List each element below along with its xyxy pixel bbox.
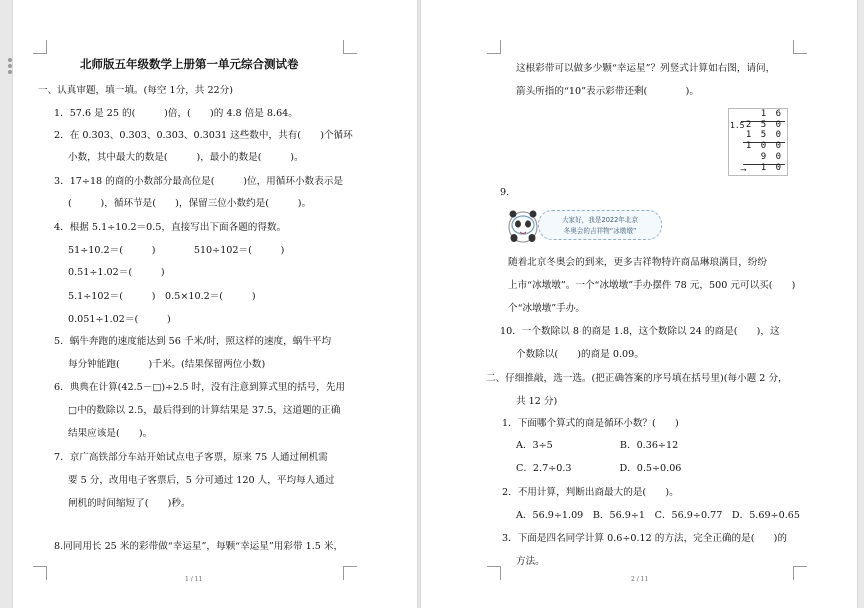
page-number: 2 / 11	[631, 576, 649, 583]
question-line: 1．57.6 是 25 的( )倍，( )的 4.8 倍是 8.64。	[54, 108, 298, 119]
crop-mark	[33, 40, 47, 54]
question-line: 随着北京冬奥会的到来，更多吉祥物特许商品琳琅满目，纷纷	[508, 257, 768, 268]
mascot-icon	[506, 208, 540, 244]
division-step: 9 0	[760, 152, 783, 162]
question-line: 这根彩带可以做多少颗“幸运星”？列竖式计算如右图，请问，	[516, 63, 776, 74]
choice-line: C．2.7÷0.3 D．0.5÷0.06	[516, 463, 682, 474]
division-remainder: 1 0	[760, 163, 783, 173]
mascot-speech-bubble	[538, 210, 662, 240]
section-heading: 二、仔细推敲，选一选。(把正确答案的序号填在括号里)(每小题 2 分，	[486, 373, 788, 384]
question-line: 2．在 0.303、0.303、0.303、0.3031 这些数中，共有( )个循环	[54, 130, 353, 141]
question-line: 箭头所指的“10”表示彩带还剩( )。	[516, 86, 700, 97]
long-division-figure	[728, 108, 788, 176]
question-line: 0.51÷1.02＝( )	[68, 267, 165, 278]
bubble-text: 大家好，我是2022年北京	[561, 216, 639, 224]
crop-mark	[793, 566, 807, 580]
crop-mark	[33, 566, 47, 580]
choice-line: A．56.9÷1.09 B．56.9÷1 C．56.9÷0.77 D．5.69÷0.65	[516, 510, 800, 521]
bubble-text: 冬奥会的吉祥物“冰墩墩”	[563, 227, 637, 235]
question-line: 51÷10.2＝( ) 510÷102＝( )	[68, 245, 285, 256]
crop-mark	[343, 566, 357, 580]
question-line: 闸机的时间缩短了( )秒。	[68, 498, 191, 509]
question-line: 0.051÷1.02＝( )	[68, 314, 171, 325]
section-heading: 共 12 分)	[516, 396, 558, 407]
question-line: 每分钟能跑( )千米。(结果保留两位小数)	[68, 359, 266, 370]
division-step: 1 0 0	[745, 141, 783, 151]
question-line: 5．蜗牛奔跑的速度能达到 56 千米/时，照这样的速度，蜗牛平均	[54, 336, 332, 347]
crop-mark	[793, 40, 807, 54]
question-line: 上市“冰墩墩”。一个“冰墩墩”手办摆件 78 元，500 元可以买( )	[508, 280, 796, 291]
question-line: 个数除以( )的商是 0.09。	[516, 349, 644, 360]
question-line: 要 5 分，改用电子客票后，5 分可通过 120 人，平均每人通过	[68, 475, 335, 486]
question-line: 4．根据 5.1÷10.2＝0.5，直接写出下面各题的得数。	[54, 222, 287, 233]
question-line: 个“冰墩墩”手办。	[508, 303, 585, 314]
question-line: 结果应该是( )。	[68, 428, 153, 439]
division-quotient: 1 6	[760, 109, 783, 119]
question-line: 小数，其中最大的数是( )，最小的数是( )。	[68, 152, 304, 163]
question-line: 1．下面哪个算式的商是循环小数？( )	[502, 418, 679, 429]
page-number: 1 / 11	[185, 576, 203, 583]
question-line: 3．17÷18 的商的小数部分最高位是( )位，用循环小数表示是	[54, 176, 343, 187]
question-line: ( )，循环节是( )，保留三位小数约是( )。	[68, 198, 312, 209]
crop-mark	[343, 40, 357, 54]
question-line: 10．一个数除以 8 的商是 1.8，这个数除以 24 的商是( )，这	[500, 326, 780, 337]
section-heading: 一、认真审题，填一填。(每空 1分，共 22分)	[38, 85, 233, 96]
choice-line: A．3÷5 B．0.36÷12	[516, 440, 679, 451]
crop-mark	[487, 40, 501, 54]
question-line: 6．典典在计算(42.5－□)÷2.5 时，没有注意到算式里的括号，先用	[54, 382, 346, 393]
crop-mark	[487, 566, 501, 580]
question-line: 5.1÷102＝( ) 0.5×10.2＝( )	[68, 291, 256, 302]
question-line: 8.同同用长 25 米的彩带做“幸运星”，每颗“幸运星”用彩带 1.5 米，	[54, 541, 344, 552]
question-line: 7．京广高铁部分车站开始试点电子客票，原来 75 人通过闸机需	[54, 452, 328, 463]
question-line: 3．下面是四名同学计算 0.6÷0.12 的方法，完全正确的是( )的	[502, 533, 788, 544]
division-divisor: 1.5	[730, 121, 745, 130]
document-title: 北师版五年级数学上册第一单元综合测试卷	[80, 57, 299, 71]
arrow-icon: ⟶	[741, 165, 746, 174]
question-line: 2．不用计算，判断出商最大的是( )。	[502, 487, 679, 498]
question-line: □中的数除以 2.5，最后得到的计算结果是 37.5，这道题的正确	[68, 405, 341, 416]
question-line: 9.	[500, 187, 510, 198]
division-dividend: 2 5 0	[745, 120, 783, 130]
division-step: 1 5 0	[745, 130, 783, 140]
question-line: 方法。	[516, 556, 545, 567]
